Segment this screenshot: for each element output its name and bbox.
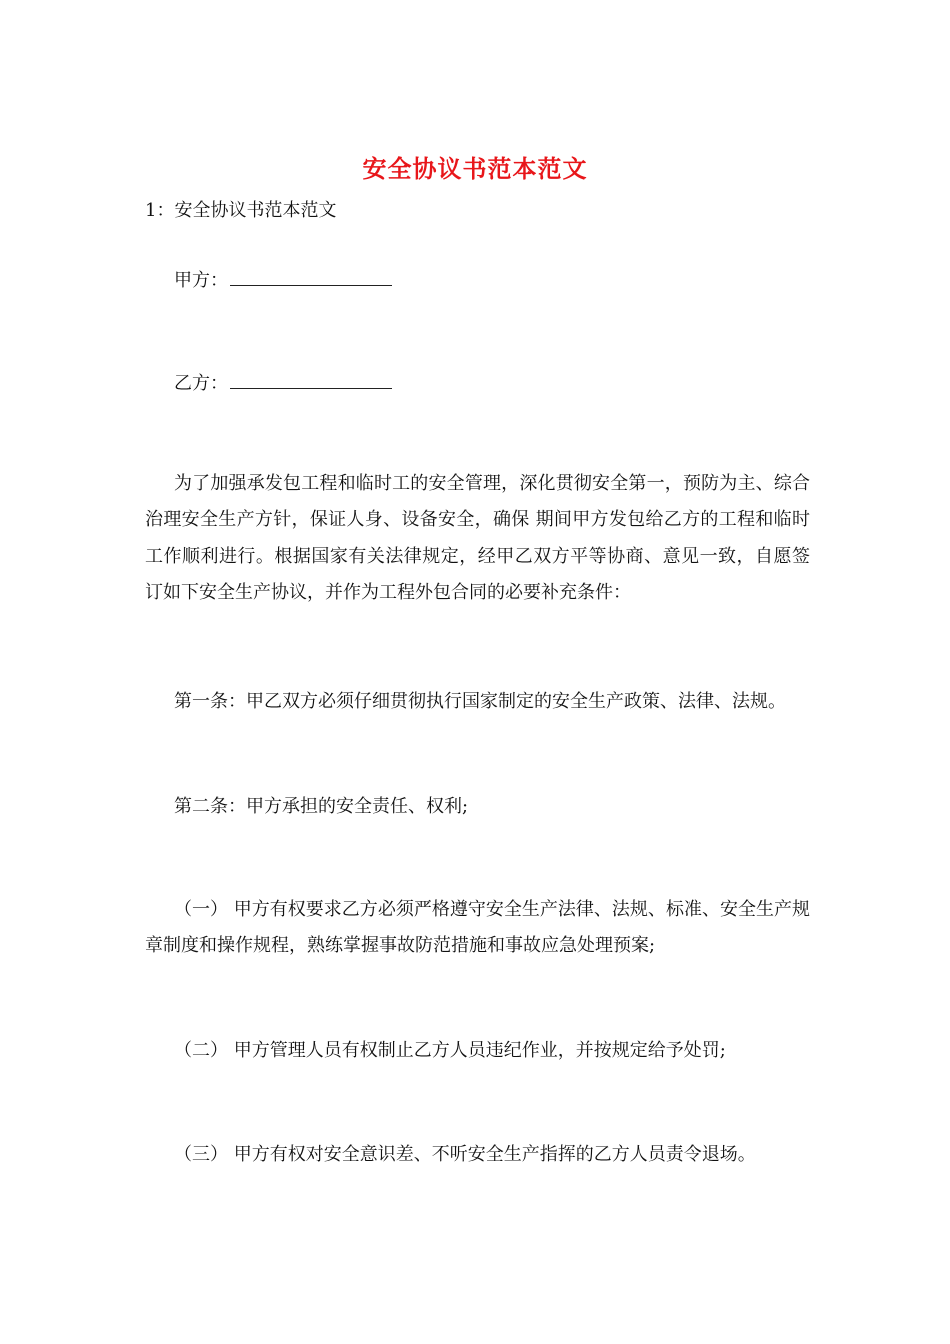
article-2: 第二条：甲方承担的安全责任、权利;: [174, 796, 469, 817]
item-1: （一） 甲方有权要求乙方必须严格遵守安全生产法律、法规、标准、安全生产规章制度和操作规程，熟练掌握事故防范措施和事故应急处理预案;: [145, 899, 810, 957]
section-heading: 1：安全协议书范本范文: [145, 200, 337, 221]
document-title: 安全协议书范本范文: [362, 154, 588, 183]
party-a-line: [174, 268, 392, 294]
party-b-label: 乙方：: [174, 373, 228, 394]
party-b-blank-field: [230, 371, 392, 389]
intro-paragraph: 为了加强承发包工程和临时工的安全管理，深化贯彻安全第一，预防为主、综合治理安全生产方针，保证人身、设备安全，确保 期间甲方发包给乙方的工程和临时工作顺利进行。根据国家有关法律规定，经甲乙双方平等协商、意见一致，自愿签订如下安全生产协议，并作为工程外包合同的必要补充条件：: [145, 473, 810, 603]
party-b-line: [174, 371, 392, 397]
item-3: （三） 甲方有权对安全意识差、不听安全生产指挥的乙方人员责令退场。: [174, 1144, 756, 1165]
article-1: 第一条：甲乙双方必须仔细贯彻执行国家制定的安全生产政策、法律、法规。: [174, 691, 786, 712]
party-a-blank-field: [230, 268, 392, 286]
party-a-label: 甲方：: [174, 270, 228, 291]
item-2: （二） 甲方管理人员有权制止乙方人员违纪作业，并按规定给予处罚;: [174, 1040, 726, 1061]
